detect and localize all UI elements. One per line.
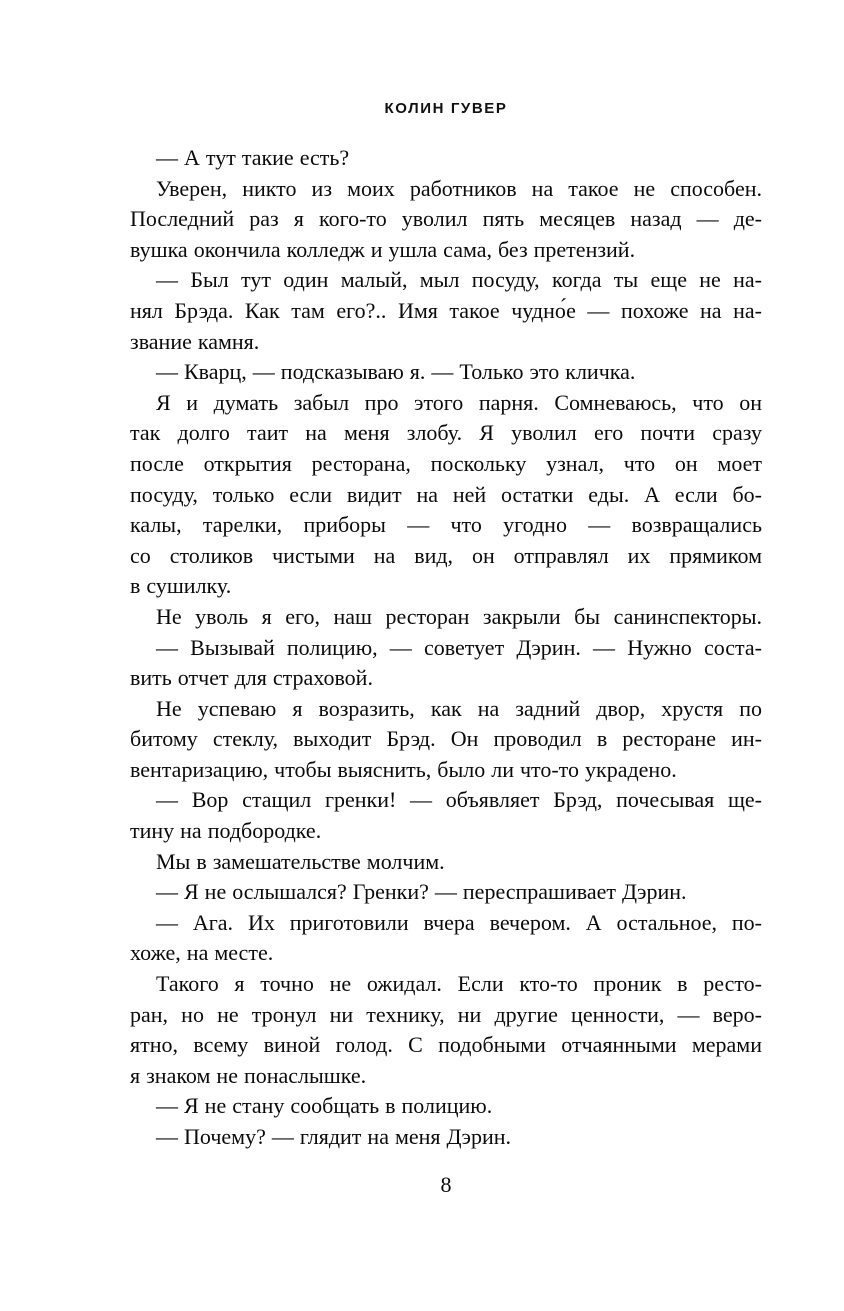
text-line: — Я не стану сообщать в полицию. [156, 1093, 493, 1119]
text-line: я знаком не понаслышке. [130, 1062, 367, 1088]
text-line: ятно, всему виной голод. С подобными отчаянными мерами [130, 1032, 762, 1058]
text-line: Не успеваю я возразить, как на задний двор, хрустя по [156, 695, 762, 721]
running-header: КОЛИН ГУВЕР [384, 100, 508, 117]
text-line: — Я не ослышался? Гренки? — переспрашивает Дэрин. [156, 879, 687, 905]
paragraph [130, 1091, 762, 1122]
text-line: — Был тут один малый, мыл посуду, когда ты еще не на- [156, 267, 762, 293]
text-line: в сушилку. [130, 573, 232, 599]
text-line: посуду, только если видит на ней остатки еды. А если бо- [130, 481, 762, 507]
paragraph [130, 969, 762, 1091]
text-line: — Почему? — глядит на меня Дэрин. [156, 1124, 512, 1149]
paragraph [130, 847, 762, 878]
paragraph [130, 388, 762, 602]
text-line: — Вор стащил гренки! — объявляет Брэд, почесывая ще- [156, 787, 762, 813]
text-line: — Вызывай полицию, — советует Дэрин. — Нужно соста- [156, 634, 762, 660]
text-line: Не уволь я его, наш ресторан закрыли бы санинспекторы. [156, 603, 762, 629]
text-line: после открытия ресторана, поскольку узнал, что он моет [130, 450, 762, 476]
paragraph [130, 602, 762, 633]
text-line: со столиков чистыми на вид, он отправлял их прямиком [130, 542, 762, 568]
paragraph [130, 174, 762, 266]
body-text [130, 143, 762, 1153]
text-line: Мы в замешательстве молчим. [156, 848, 445, 874]
text-line: вушка окончила колледж и ушла сама, без претензий. [130, 236, 636, 262]
text-line: — Кварц, — подсказываю я. — Только это кличка. [156, 359, 636, 385]
text-line: — А тут такие есть? [156, 145, 350, 170]
paragraph [130, 908, 762, 969]
text-line: Такого я точно не ожидал. Если кто-то проник в ресто- [156, 971, 762, 997]
text-line: калы, тарелки, приборы — что угодно — возвращались [130, 512, 762, 538]
paragraph [130, 265, 762, 357]
paragraph [130, 143, 762, 174]
paragraph [130, 1122, 762, 1153]
text-line: тину на подбородке. [130, 818, 322, 844]
text-line: — Ага. Их приготовили вчера вечером. А остальное, по- [156, 909, 762, 935]
text-line: ран, но не тронул ни технику, ни другие ценности, — веро- [130, 1001, 762, 1027]
text-line: вить отчет для страховой. [130, 665, 373, 691]
text-line: Последний раз я кого-то уволил пять месяцев назад — де- [130, 206, 762, 232]
page-number: 8 [440, 1172, 452, 1197]
text-line: звание камня. [130, 328, 260, 354]
paragraph [130, 877, 762, 908]
text-line: Уверен, никто из моих работников на такое не способен. [156, 175, 762, 201]
text-line: хоже, на месте. [130, 940, 274, 966]
text-line: нял Брэда. Как там его?.. Имя такое чудно́е — похоже на на- [130, 297, 762, 323]
paragraph [130, 633, 762, 694]
text-line: Я и думать забыл про этого парня. Сомневаюсь, что он [156, 389, 762, 415]
text-line: так долго таит на меня злобу. Я уволил его почти сразу [130, 420, 762, 446]
paragraph [130, 357, 762, 388]
paragraph [130, 694, 762, 786]
paragraph [130, 785, 762, 846]
text-line: битому стеклу, выходит Брэд. Он проводил в ресторане ин- [130, 726, 762, 752]
text-line: вентаризацию, чтобы выяснить, было ли что-то украдено. [130, 756, 677, 782]
